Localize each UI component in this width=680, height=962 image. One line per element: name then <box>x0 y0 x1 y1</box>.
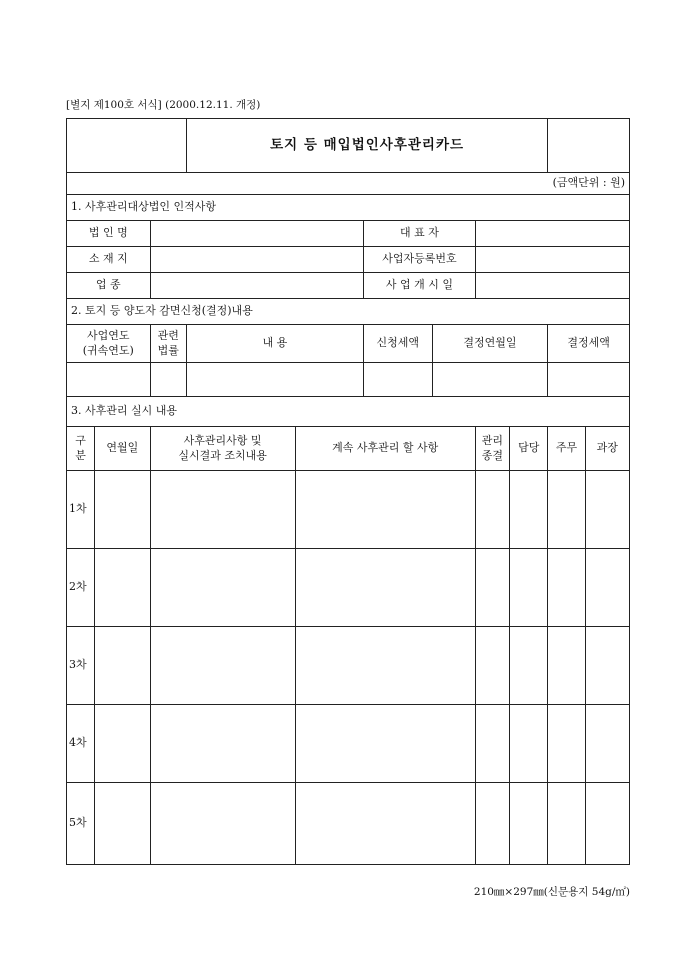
section-chief-cell[interactable] <box>585 783 629 865</box>
col-closure-line1: 관리 <box>481 434 504 448</box>
biz-reg-no-label: 사업자등록번호 <box>364 247 476 273</box>
round-label: 3차 <box>67 627 95 705</box>
section1-heading: 1. 사후관리대상법인 인적사항 <box>67 195 630 221</box>
chief-staff-cell[interactable] <box>548 471 585 549</box>
round-label: 5차 <box>67 783 95 865</box>
round-label: 2차 <box>67 549 95 627</box>
related-law-value[interactable] <box>150 363 186 397</box>
col-business-year-line1: 사업연도 <box>87 329 130 343</box>
chief-staff-cell[interactable] <box>548 549 585 627</box>
col-decision-date: 결정연월일 <box>432 325 548 363</box>
table-row <box>67 471 630 549</box>
col-related-law <box>150 325 186 363</box>
title-row <box>67 119 630 173</box>
followup-cell[interactable] <box>295 549 475 627</box>
title-right-blank <box>548 119 630 173</box>
table-row <box>67 627 630 705</box>
location-value[interactable] <box>150 247 363 273</box>
corp-name-value[interactable] <box>150 221 363 247</box>
col-results-line1: 사후관리사항 및 <box>183 434 262 448</box>
in-charge-cell[interactable] <box>510 471 548 549</box>
col-applied-tax: 신청세액 <box>364 325 432 363</box>
col-chief-staff: 주무 <box>548 427 585 471</box>
col-closure-line2: 종결 <box>481 448 504 462</box>
col-followup: 계속 사후관리 할 사항 <box>295 427 475 471</box>
section2-data-row <box>67 363 630 397</box>
col-in-charge: 담당 <box>510 427 548 471</box>
corp-name-row <box>67 221 630 247</box>
biz-reg-no-value[interactable] <box>475 247 629 273</box>
followup-cell[interactable] <box>295 705 475 783</box>
business-type-value[interactable] <box>150 273 363 299</box>
table-row <box>67 705 630 783</box>
biz-start-date-label: 사 업 개 시 일 <box>364 273 476 299</box>
section1-header-row <box>67 195 630 221</box>
results-cell[interactable] <box>150 705 295 783</box>
location-row <box>67 247 630 273</box>
corp-name-label: 법 인 명 <box>67 221 151 247</box>
results-cell[interactable] <box>150 549 295 627</box>
col-closure <box>475 427 509 471</box>
unit-row <box>67 173 630 195</box>
col-results-line2: 실시결과 조치내용 <box>178 448 267 462</box>
biz-start-date-value[interactable] <box>475 273 629 299</box>
section-chief-cell[interactable] <box>585 471 629 549</box>
col-date: 연월일 <box>95 427 150 471</box>
closure-cell[interactable] <box>475 549 509 627</box>
business-type-label: 업 종 <box>67 273 151 299</box>
col-division-line2: 분 <box>75 448 86 462</box>
section3-header-row <box>67 397 630 427</box>
closure-cell[interactable] <box>475 783 509 865</box>
in-charge-cell[interactable] <box>510 783 548 865</box>
results-cell[interactable] <box>150 627 295 705</box>
section-chief-cell[interactable] <box>585 549 629 627</box>
section3-columns-row <box>67 427 630 471</box>
col-related-law-line1: 관련 <box>157 329 179 343</box>
results-cell[interactable] <box>150 783 295 865</box>
closure-cell[interactable] <box>475 627 509 705</box>
closure-cell[interactable] <box>475 705 509 783</box>
round-label: 4차 <box>67 705 95 783</box>
section2-header-row <box>67 299 630 325</box>
col-business-year-line2: (귀속연도) <box>82 343 134 357</box>
date-cell[interactable] <box>95 705 150 783</box>
date-cell[interactable] <box>95 627 150 705</box>
table-row <box>67 549 630 627</box>
applied-tax-value[interactable] <box>364 363 432 397</box>
date-cell[interactable] <box>95 471 150 549</box>
location-label: 소 재 지 <box>67 247 151 273</box>
in-charge-cell[interactable] <box>510 549 548 627</box>
followup-cell[interactable] <box>295 627 475 705</box>
col-division <box>67 427 95 471</box>
followup-cell[interactable] <box>295 783 475 865</box>
decided-tax-value[interactable] <box>548 363 630 397</box>
closure-cell[interactable] <box>475 471 509 549</box>
section-chief-cell[interactable] <box>585 705 629 783</box>
followup-cell[interactable] <box>295 471 475 549</box>
chief-staff-cell[interactable] <box>548 705 585 783</box>
col-results <box>150 427 295 471</box>
representative-label: 대 표 자 <box>364 221 476 247</box>
col-business-year <box>67 325 151 363</box>
col-decided-tax: 결정세액 <box>548 325 630 363</box>
col-related-law-line2: 법률 <box>157 343 179 357</box>
paper-spec-footer: 210㎜×297㎜(신문용지 54g/㎡) <box>473 886 630 898</box>
title-left-blank <box>67 119 187 173</box>
section-chief-cell[interactable] <box>585 627 629 705</box>
page-title: 토지 등 매입법인사후관리카드 <box>186 119 548 173</box>
section2-columns-row <box>67 325 630 363</box>
in-charge-cell[interactable] <box>510 627 548 705</box>
decision-date-value[interactable] <box>432 363 548 397</box>
representative-value[interactable] <box>475 221 629 247</box>
card-table <box>66 118 630 865</box>
chief-staff-cell[interactable] <box>548 627 585 705</box>
content-value[interactable] <box>186 363 363 397</box>
management-card-form <box>66 118 630 865</box>
amount-unit-note: (금액단위 : 원) <box>67 173 630 195</box>
col-content: 내 용 <box>186 325 363 363</box>
results-cell[interactable] <box>150 471 295 549</box>
section2-heading: 2. 토지 등 양도자 감면신청(결정)내용 <box>67 299 630 325</box>
in-charge-cell[interactable] <box>510 705 548 783</box>
business-year-value[interactable] <box>67 363 151 397</box>
date-cell[interactable] <box>95 783 150 865</box>
section3-heading: 3. 사후관리 실시 내용 <box>67 397 630 427</box>
date-cell[interactable] <box>95 549 150 627</box>
form-number-label: [별지 제100호 서식] (2000.12.11. 개정) <box>66 99 261 111</box>
chief-staff-cell[interactable] <box>548 783 585 865</box>
business-type-row <box>67 273 630 299</box>
col-section-chief: 과장 <box>585 427 629 471</box>
col-division-line1: 구 <box>75 434 86 448</box>
round-label: 1차 <box>67 471 95 549</box>
table-row <box>67 783 630 865</box>
